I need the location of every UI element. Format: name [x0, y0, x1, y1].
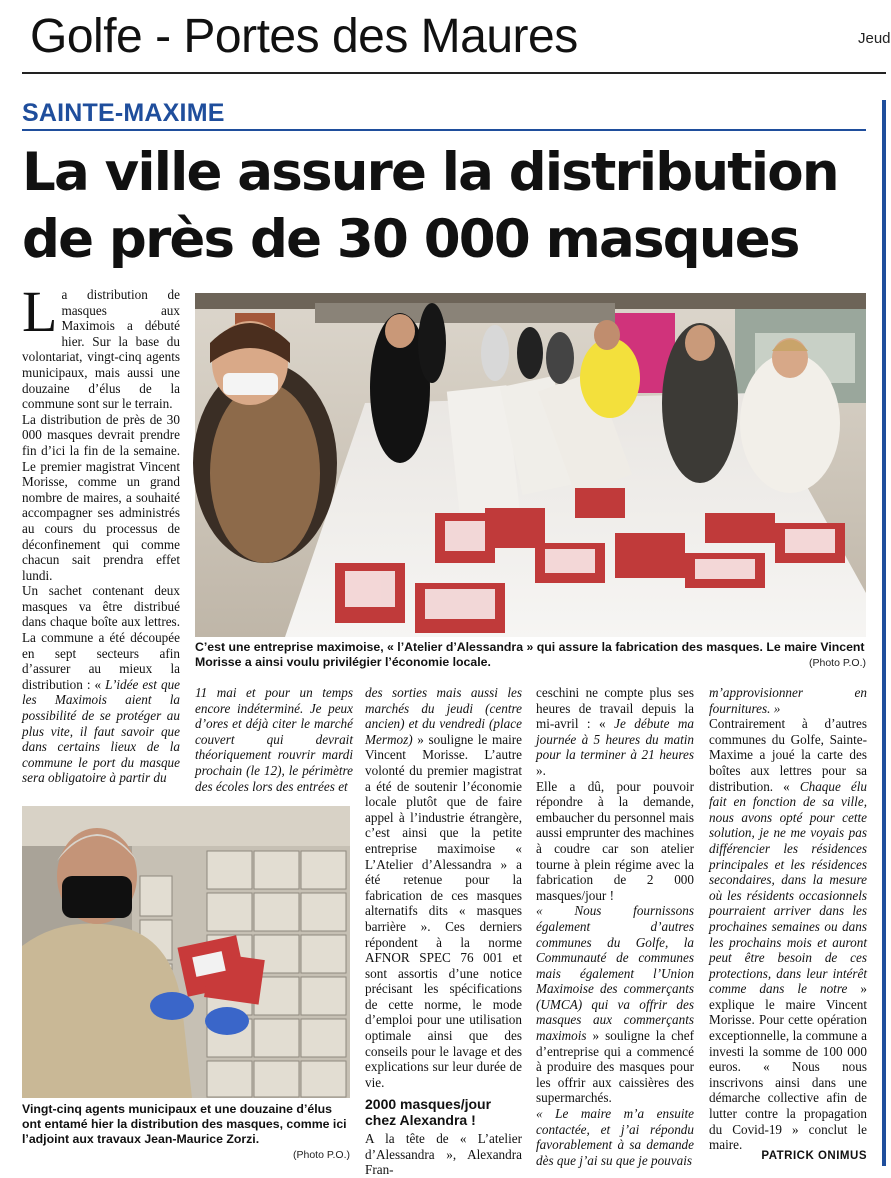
paragraph: Elle a dû, pour pouvoir répondre à la demande, embaucher du personnel mais aussi emprunter des machines à coudre car son atelier tourne à plein régime avec la fabrication de 2 000 masques/jour ! — [536, 778, 694, 903]
article-column-1 — [22, 279, 181, 797]
kicker-rule — [22, 129, 866, 131]
quote: « Nous fournissons également d’autres communes du Golfe, la Communauté de communes mais également l’Union Maximoise des commerçants (UMCA) qui va offrir des masques aux commerçants maximois — [536, 903, 694, 1044]
paragraph — [536, 685, 694, 779]
mailbox-photo-caption: Vingt-cinq agents municipaux et une douzaine d’élus ont entamé hier la distribution des masques, comme ici l’adjoint aux travaux Jean-Maurice Zorzi. — [22, 1102, 347, 1146]
paragraph — [22, 583, 180, 786]
quote: L’idée est que les Maximois aient la possibilité de se protéger au plus vite, il faut savoir que dans certains lieux de la commune le port du masque sera obligatoire à partir du — [22, 676, 181, 786]
paragraph: La distribution de près de 30 000 masques devrait prendre fin d’ici la fin de la semaine. Le premier magistrat Vincent Morisse, comme un grand nombre de maires, a souhaité accompagner ses administrés au cours du processus de déconfinement qui comme chacun sait prendra effet lundi. — [22, 411, 180, 583]
headline-line-1: La ville assure la distribution — [22, 142, 838, 203]
section-title: Golfe - Portes des Maures — [30, 10, 578, 63]
quote: m’approvisionner en fournitures. » — [709, 685, 867, 716]
quote: « Le maire m’a ensuite contactée, et j’ai répondu favorablement à sa demande dès que j’ai su que je pouvais — [536, 1106, 694, 1168]
headline-line-2: de près de 30 000 masques — [22, 209, 799, 270]
mailbox-photo-illustration — [22, 806, 350, 1098]
paragraph — [536, 1106, 694, 1168]
subhead: 2000 masques/jour chez Alexandra ! — [365, 1096, 492, 1128]
right-column-bar — [882, 100, 886, 1166]
workshop-photo-caption: C’est une entreprise maximoise, « l’Atelier d’Alessandra » qui assure la fabrication des masques. Le maire Vincent Morisse a ainsi voulu privilégier l’économie locale. — [195, 640, 865, 669]
workshop-photo-illustration — [195, 293, 866, 637]
text-run: » souligne la chef d’entreprise qui a commencé à produire des masques pour les offrir aux caissières des supermarchés. — [536, 1028, 694, 1106]
quote: 11 mai et pour un temps encore indéterminé. Je peux d’ores et déjà citer le marché couvert qui devrait théoriquement rouvrir mardi prochain (le 12), le périmètre des écoles lors des entrées et — [195, 685, 353, 794]
article-column-3-continued — [365, 1131, 522, 1178]
workshop-photo-credit: (Photo P.O.) — [808, 657, 866, 669]
date-stub: Jeud — [858, 30, 891, 47]
article-column-4 — [536, 685, 694, 1168]
article-column-3 — [365, 685, 522, 1090]
byline: PATRICK ONIMUS — [761, 1150, 867, 1162]
dropcap: L — [22, 279, 58, 344]
mailbox-photo — [22, 806, 350, 1098]
text-run: ». — [536, 762, 546, 778]
paragraph — [365, 685, 522, 1090]
paragraph: A la tête de « L’atelier d’Alessandra », Alexandra Fran- — [365, 1131, 522, 1178]
text-run: Contrairement à d’autres communes du Golfe, Sainte-Maxime a joué la carte des boîtes aux lettres pour sa distribution. « — [709, 716, 867, 794]
workshop-photo — [195, 293, 866, 637]
quote: des sorties mais aussi les marchés du jeudi (centre ancien) et du vendredi (place Mermoz) — [365, 685, 522, 747]
header-rule — [22, 72, 886, 74]
quote: Je débute ma journée à 5 heures du matin pour la terminer à 21 heures — [536, 716, 694, 763]
paragraph: a distribution de masques aux Maximois a débuté hier. Sur la base du volontariat, vingt-cinq agents municipaux, mais aussi une douzaine d’élus de la commune sont sur le terrain. — [22, 287, 180, 412]
paragraph — [195, 685, 353, 794]
quote: Chaque élu fait en fonction de sa ville, nous avons opté pour cette solution, je ne me voyais pas différencier les résidences principales et les résidences secondaires, dans la mesure où les résidents occasionnels pourraient arriver dans les prochaines semaines ou dans les prochains mois et auront peut être besoin de ces protections, dans leur intérêt comme dans le notre — [709, 778, 868, 997]
text-run: » souligne le maire Vincent Morisse. L’autre volonté du premier magistrat a été de soutenir l’économie locale plutôt que de faire appel à l’industrie étrangère, c’est ainsi que la petite entreprise maximoise « L’Atelier d’Alessandra » a été retenue pour la fabrication de ces masques alternatifs dits « masques barrière ». Ces derniers répondent à la norme AFNOR SPEC 76 001 et sont assortis d’une notice précisant les spécifications de cette norme, le mode d’emploi pour une utilisation optimale ainsi que des conseils pour le lavage et des explications sur leur durée de vie. — [365, 731, 522, 1090]
text-run: » explique le maire Vincent Morisse. Pour cette opération exceptionnelle, la commune a investi la somme de 100 000 euros. « Nous nous inscrivons ainsi dans une démarche collective afin de lutter contre la propagation du Covid-19 » conclut le maire. — [709, 981, 868, 1153]
paragraph — [536, 903, 694, 1106]
article-column-2 — [195, 685, 353, 795]
article-column-5 — [709, 685, 868, 1153]
kicker: SAINTE-MAXIME — [22, 99, 225, 127]
text-run: ceschini ne compte plus ses heures de travail depuis la mi-avril : « — [536, 685, 694, 732]
mailbox-photo-credit: (Photo P.O.) — [292, 1149, 350, 1161]
paragraph — [709, 685, 867, 716]
text-run: Un sachet contenant deux masques va être distribué dans chaque boîte aux lettres. La commune a été découpée en sept secteurs afin d’assurer au mieux la distribution : « — [22, 583, 180, 692]
paragraph — [709, 716, 867, 1153]
headline — [22, 139, 866, 273]
